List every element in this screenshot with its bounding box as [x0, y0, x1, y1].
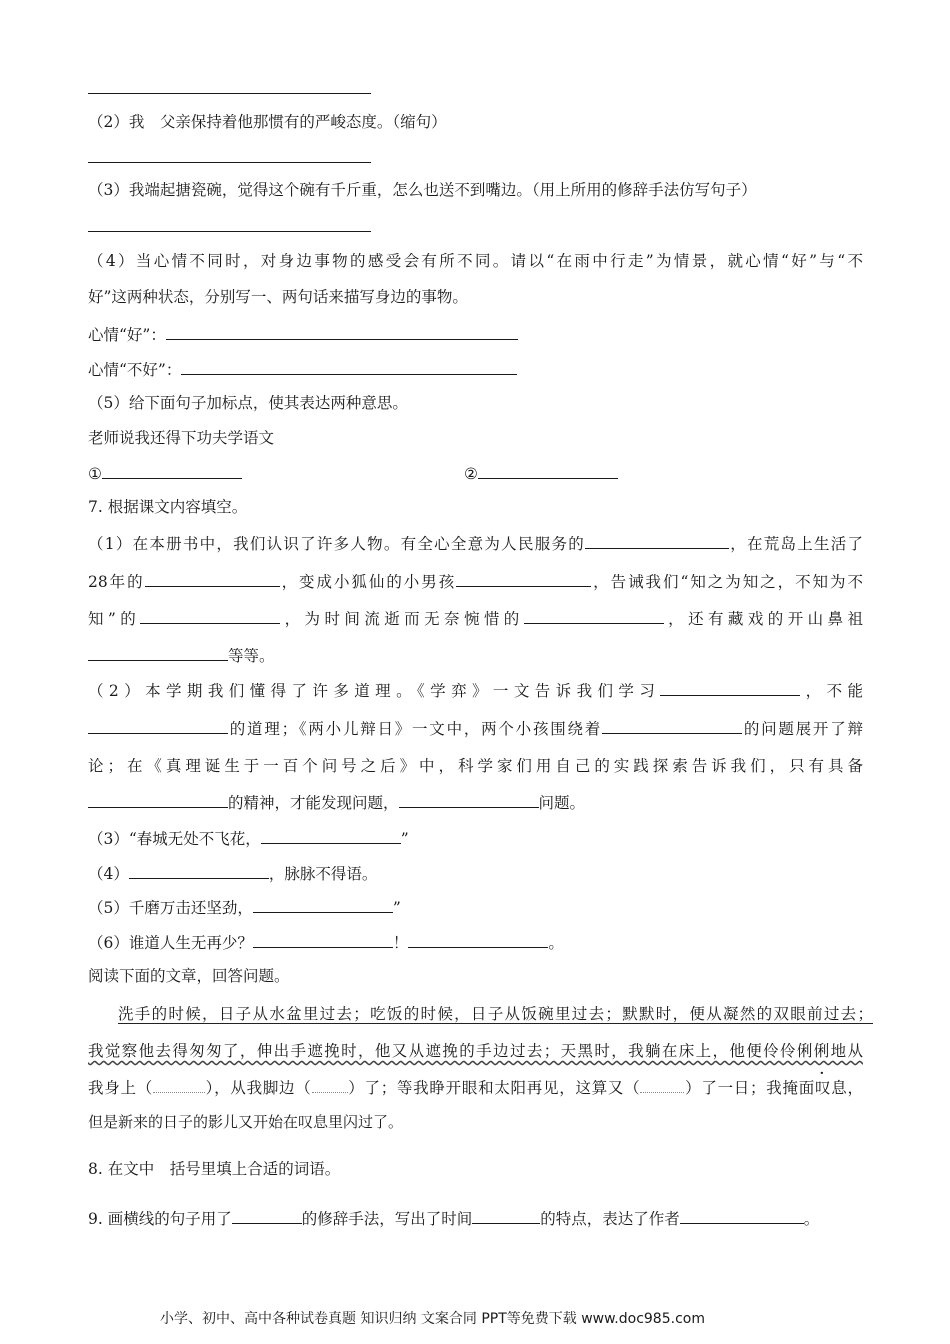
blank-q7-16[interactable]: [408, 931, 548, 948]
blank-q7-14[interactable]: [253, 896, 393, 913]
q7-p6: （6）谁道人生无再少？ ！ 。: [88, 931, 564, 953]
blank-q7-3[interactable]: [456, 570, 591, 587]
passage-line1: 洗手的时候，日子从水盆里过去；吃饭的时候，日子从饭碗里过去；默默时，便从凝然的双眼前过去；: [118, 1005, 873, 1023]
q7-p2-line3: 论；在《真理诞生于一百个问号之后》中，科学家们用自己的实践探索告诉我们，只有具备: [88, 757, 863, 775]
mood-good-blank[interactable]: [166, 323, 518, 340]
q6-part5: （5）给下面句子加标点，使其表达两种意思。: [88, 394, 408, 412]
q6-part4-line2: 好”这两种状态，分别写一、两句话来描写身边的事物。: [88, 288, 468, 306]
blank-q7-8[interactable]: [88, 717, 228, 734]
blank-q7-7[interactable]: [660, 679, 800, 696]
passage-blank-1[interactable]: [153, 1078, 205, 1093]
mood-good-row: 心情“好”：: [88, 323, 518, 345]
blank-q7-11[interactable]: [399, 791, 539, 808]
q9: 9. 画横线的句子用了 的修辞手法，写出了时间 的特点，表达了作者 。: [88, 1207, 819, 1229]
option-1-row: ①: [88, 462, 242, 484]
blank-q7-6[interactable]: [88, 644, 228, 661]
q7-p3: （3）“春城无处不飞花， ”: [88, 827, 409, 849]
mood-bad-blank[interactable]: [181, 358, 517, 375]
q6-part5-sentence: 老师说我还得下功夫学语文: [88, 429, 275, 447]
blank-q7-9[interactable]: [602, 717, 742, 734]
reading-intro: 阅读下面的文章，回答问题。: [88, 967, 290, 985]
blank-q7-1[interactable]: [585, 532, 729, 549]
blank-q7-12[interactable]: [261, 827, 401, 844]
option-2-row: ②: [464, 462, 618, 484]
blank-q9-3[interactable]: [680, 1207, 804, 1224]
q7-title: 7. 根据课文内容填空。: [88, 498, 248, 516]
q7-p2-line4: 的精神，才能发现问题， 问题。: [88, 791, 585, 813]
q6-part3: （3）我端起搪瓷碗，觉得这个碗有千斤重，怎么也送不到嘴边。（用上所用的修辞手法仿写句子）: [88, 181, 757, 199]
q7-p1-line3: 知”的 ，为时间流逝而无奈惋惜的 ，还有藏戏的开山鼻祖: [88, 607, 863, 629]
mood-bad-row: 心情“不好”：: [88, 358, 517, 380]
answer-line-3: [88, 231, 371, 232]
blank-q7-13[interactable]: [129, 862, 269, 879]
blank-q7-15[interactable]: [253, 931, 393, 948]
passage-blank-3[interactable]: [640, 1078, 684, 1093]
option-1-blank[interactable]: [102, 462, 242, 479]
blank-q7-4[interactable]: [140, 607, 280, 624]
passage-line4: 但是新来的日子的影儿又开始在叹息里闪过了。: [88, 1113, 404, 1131]
blank-q7-2[interactable]: [145, 570, 280, 587]
answer-line-1: [88, 93, 371, 94]
q7-p2-line1: （2）本学期我们懂得了许多道理。《学弈》一文告诉我们学习 ，不能: [88, 679, 863, 701]
blank-q9-2[interactable]: [472, 1207, 540, 1224]
blank-q7-5[interactable]: [524, 607, 664, 624]
q7-p1-line1: （1）在本册书中，我们认识了许多人物。有全心全意为人民服务的 ，在荒岛上生活了: [88, 532, 863, 554]
passage-blank-2[interactable]: [312, 1078, 348, 1093]
q6-part4-line1: （4）当心情不同时，对身边事物的感受会有所不同。请以“在雨中行走”为情景，就心情“好”与“不: [88, 252, 863, 270]
q7-p1-line4: 等等。: [88, 644, 275, 666]
answer-line-2: [88, 162, 371, 163]
passage-line3: 我身上（ ），从我脚边（ ）了；等我睁开眼和太阳再见，这算又（ ）了一日；我掩面叹息，: [88, 1079, 863, 1097]
blank-q7-10[interactable]: [88, 791, 228, 808]
blank-q9-1[interactable]: [232, 1207, 302, 1224]
footer-ad: 小学、初中、高中各种试卷真题 知识归纳 文案合同 PPT等免费下载 www.doc985.com: [160, 1311, 705, 1327]
q8: 8. 在文中 括号里填上合适的词语。: [88, 1160, 341, 1178]
passage-line2: 我觉察他去得匆匆了，伸出手遮挽时，他又从遮挽的手边过去；天黑时，我躺在床上，他便伶伶俐俐地从: [88, 1042, 863, 1060]
q6-part2: （2）我 父亲保持着他那惯有的严峻态度。（缩句）: [88, 113, 447, 131]
q7-p1-line2: 28年的 ，变成小狐仙的小男孩 ，告诫我们“知之为知之，不知为不: [88, 570, 863, 592]
q7-p2-line2: 的道理；《两小儿辩日》一文中，两个小孩围绕着 的问题展开了辩: [88, 717, 863, 739]
option-2-blank[interactable]: [478, 462, 618, 479]
q7-p4: （4） ，脉脉不得语。: [88, 862, 377, 884]
q7-p5: （5）千磨万击还坚劲， ”: [88, 896, 401, 918]
